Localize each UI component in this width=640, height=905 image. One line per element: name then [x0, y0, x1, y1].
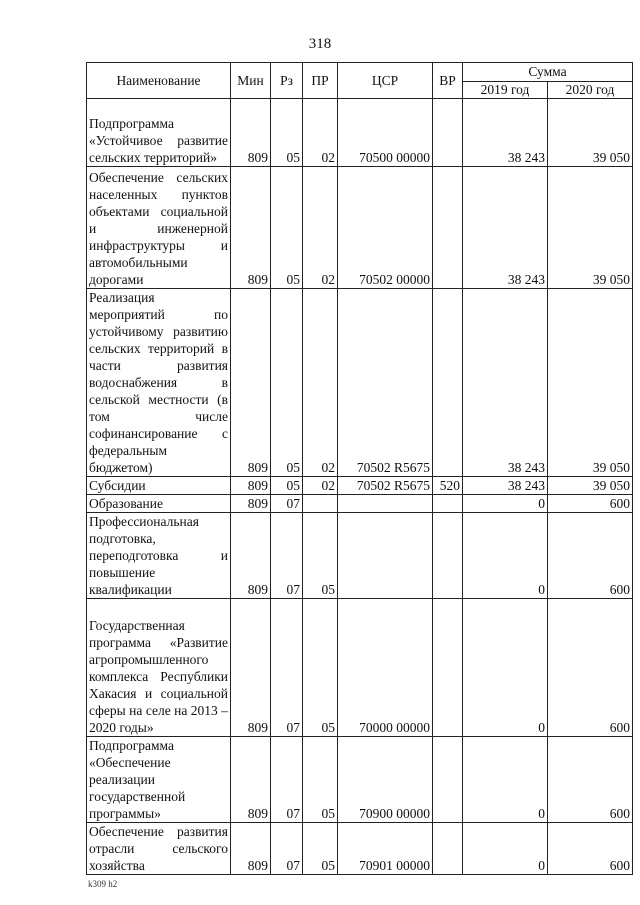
row-name: Обеспечение сельских населенных пунктов объектами социальной и инженерной инфраструктуры и автомобильными дорогами: [87, 167, 231, 289]
row-rz: 05: [271, 477, 303, 495]
row-2019: 38 243: [463, 289, 548, 477]
table-row: [87, 737, 633, 823]
row-name: Субсидии: [87, 477, 231, 495]
row-vr: [433, 513, 463, 599]
row-vr: 520: [433, 477, 463, 495]
row-pr: 02: [303, 289, 338, 477]
row-rz: 05: [271, 99, 303, 167]
table-row: [87, 823, 633, 875]
row-2019: 38 243: [463, 167, 548, 289]
row-csr: 70901 00000: [338, 823, 433, 875]
header-rz: Рз: [271, 63, 303, 99]
row-pr: 02: [303, 167, 338, 289]
row-pr: 02: [303, 99, 338, 167]
row-min: 809: [231, 737, 271, 823]
header-pr: ПР: [303, 63, 338, 99]
row-name: Образование: [87, 495, 231, 513]
row-min: 809: [231, 477, 271, 495]
header-2019: 2019 год: [463, 82, 548, 99]
header-sum: Сумма: [463, 63, 633, 82]
row-min: 809: [231, 495, 271, 513]
table-row: [87, 513, 633, 599]
row-2019: 0: [463, 823, 548, 875]
row-2020: 600: [548, 513, 633, 599]
row-csr: 70502 R5675: [338, 477, 433, 495]
row-2020: 600: [548, 737, 633, 823]
row-min: 809: [231, 289, 271, 477]
row-min: 809: [231, 823, 271, 875]
row-csr: [338, 495, 433, 513]
footer-code: k309 h2: [88, 879, 118, 889]
row-pr: 05: [303, 823, 338, 875]
row-name: Подпрограмма «Обеспечение реализации государственной программы»: [87, 737, 231, 823]
row-2019: 0: [463, 513, 548, 599]
row-vr: [433, 495, 463, 513]
row-min: 809: [231, 99, 271, 167]
row-pr: 05: [303, 513, 338, 599]
row-2019: 0: [463, 599, 548, 737]
row-rz: 05: [271, 289, 303, 477]
row-rz: 07: [271, 599, 303, 737]
row-pr: [303, 495, 338, 513]
row-vr: [433, 167, 463, 289]
row-2020: 600: [548, 495, 633, 513]
row-pr: 05: [303, 599, 338, 737]
row-name: Реализация мероприятий по устойчивому развитию сельских территорий в части развития водоснабжения в сельской местности (в том числе софинансирование с федеральным бюджетом): [87, 289, 231, 477]
row-min: 809: [231, 599, 271, 737]
row-2020: 39 050: [548, 99, 633, 167]
row-vr: [433, 823, 463, 875]
row-csr: [338, 513, 433, 599]
row-rz: 07: [271, 513, 303, 599]
header-csr: ЦСР: [338, 63, 433, 99]
row-csr: 70000 00000: [338, 599, 433, 737]
row-min: 809: [231, 167, 271, 289]
header-name: Наименование: [87, 63, 231, 99]
row-2019: 38 243: [463, 477, 548, 495]
row-2019: 0: [463, 737, 548, 823]
table-row: [87, 167, 633, 289]
row-rz: 05: [271, 167, 303, 289]
row-csr: 70502 R5675: [338, 289, 433, 477]
row-2020: 39 050: [548, 477, 633, 495]
row-name: Профессиональная подготовка, переподготовка и повышение квалификации: [87, 513, 231, 599]
row-rz: 07: [271, 823, 303, 875]
row-2020: 39 050: [548, 167, 633, 289]
row-2019: 38 243: [463, 99, 548, 167]
table-row: [87, 495, 633, 513]
row-rz: 07: [271, 737, 303, 823]
table-row: [87, 599, 633, 737]
row-csr: 70502 00000: [338, 167, 433, 289]
table-row: [87, 477, 633, 495]
row-min: 809: [231, 513, 271, 599]
row-name: Государственная программа «Развитие агропромышленного комплекса Республики Хакасия и социальной сферы на селе на 2013 – 2020 годы»: [87, 599, 231, 737]
row-name: Подпрограмма «Устойчивое развитие сельских территорий»: [87, 99, 231, 167]
header-2020: 2020 год: [548, 82, 633, 99]
row-vr: [433, 737, 463, 823]
row-rz: 07: [271, 495, 303, 513]
row-2020: 39 050: [548, 289, 633, 477]
row-pr: 02: [303, 477, 338, 495]
header-min: Мин: [231, 63, 271, 99]
table-row: [87, 99, 633, 167]
row-2019: 0: [463, 495, 548, 513]
row-vr: [433, 599, 463, 737]
page-number: 318: [308, 36, 332, 52]
table-row: [87, 289, 633, 477]
header-vr: ВР: [433, 63, 463, 99]
budget-table: [86, 62, 633, 875]
row-csr: 70900 00000: [338, 737, 433, 823]
row-vr: [433, 289, 463, 477]
row-pr: 05: [303, 737, 338, 823]
row-csr: 70500 00000: [338, 99, 433, 167]
row-name: Обеспечение развития отрасли сельского хозяйства: [87, 823, 231, 875]
row-2020: 600: [548, 823, 633, 875]
row-vr: [433, 99, 463, 167]
row-2020: 600: [548, 599, 633, 737]
